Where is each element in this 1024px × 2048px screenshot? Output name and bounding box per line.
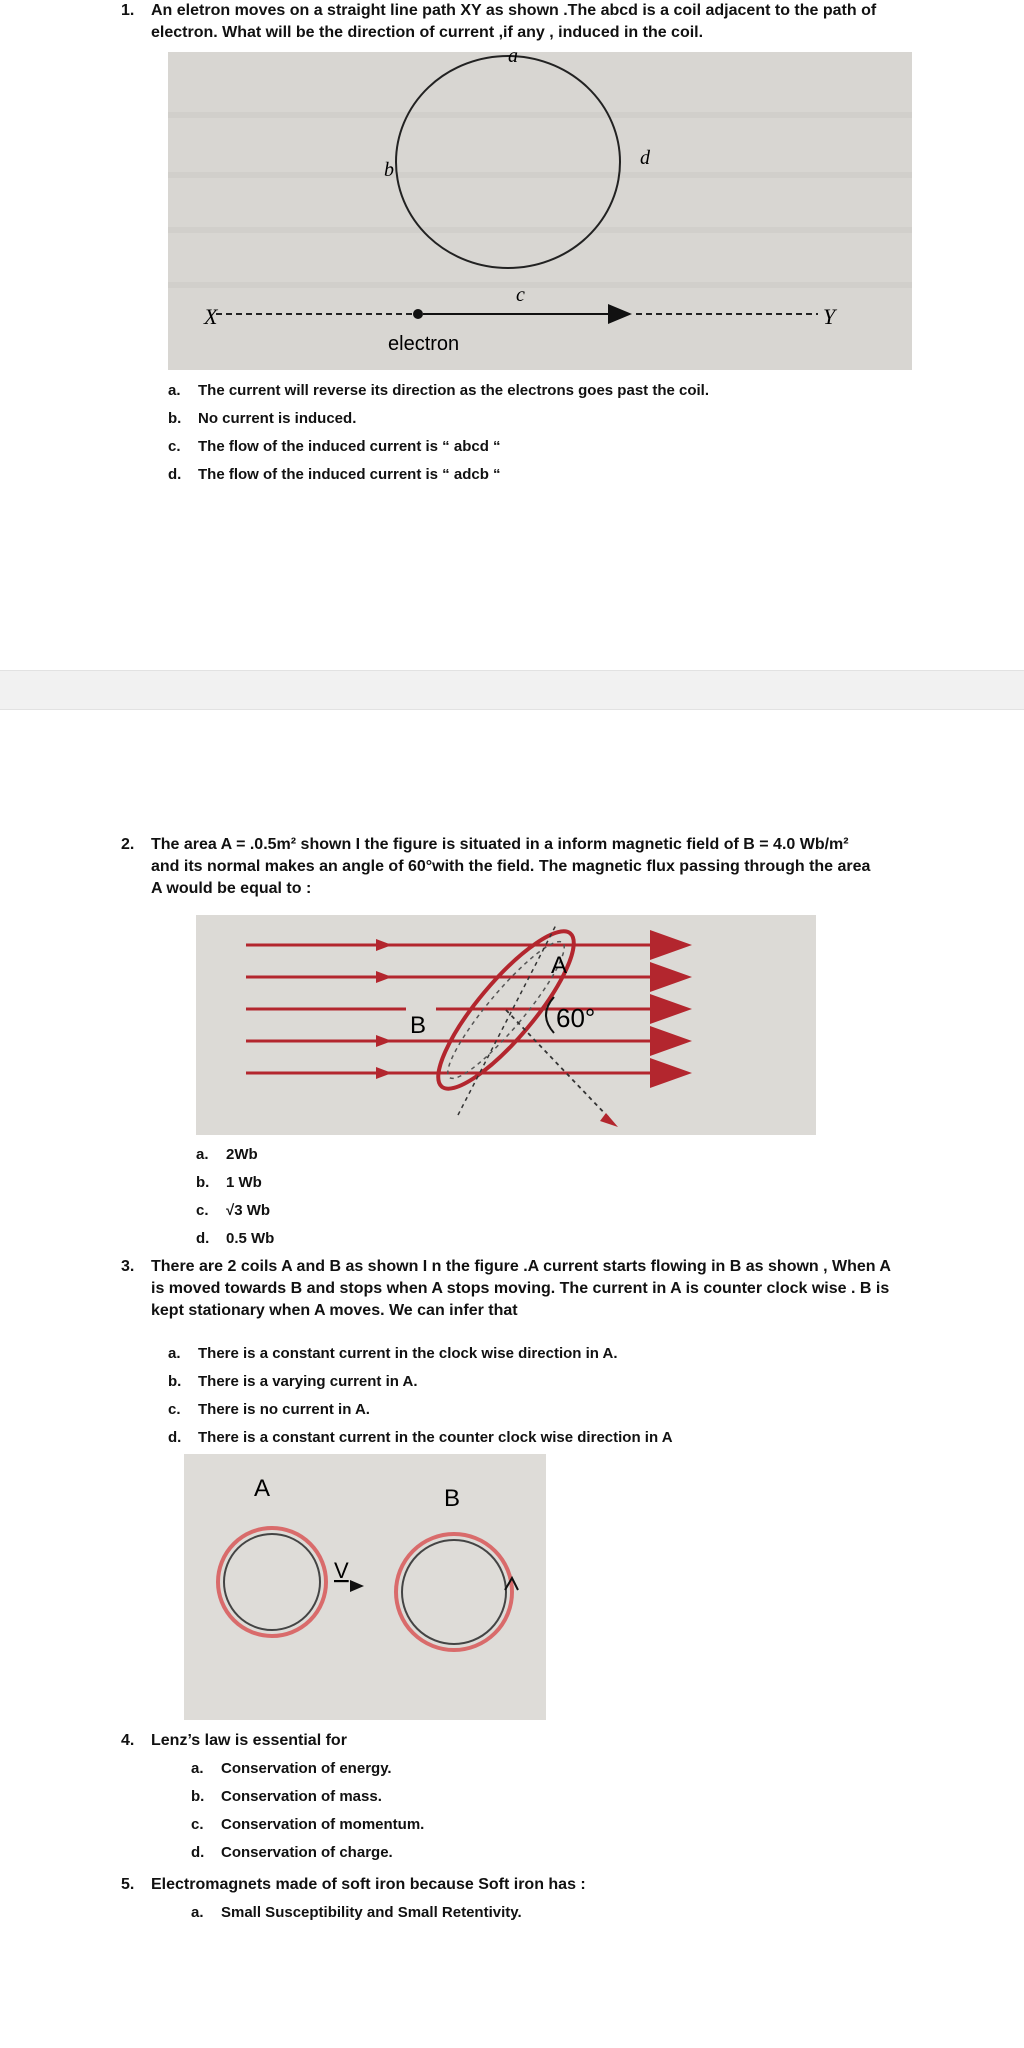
option-c[interactable]: c. The flow of the induced current is “ abcd “ — [168, 438, 501, 455]
label-angle: 60° — [556, 1003, 596, 1033]
coil-b — [402, 1540, 506, 1644]
question-4 — [121, 1730, 901, 1752]
coil-a — [224, 1534, 320, 1630]
coil-electron-diagram — [168, 52, 912, 370]
question-text: Electromagnets made of soft iron because Soft iron has : — [151, 1876, 586, 1893]
field-lines — [246, 945, 686, 1073]
label-electron: electron — [388, 333, 460, 355]
question-text: An eletron moves on a straight line path XY as shown .The abcd is a coil adjacent to the path of electron. What will be the direction of current ,if any , induced in the coil. — [151, 2, 877, 41]
label-coil-b: B — [444, 1485, 461, 1512]
flux-diagram — [196, 915, 816, 1135]
option-b[interactable]: b. 1 Wb — [196, 1174, 262, 1191]
label-y: Y — [823, 304, 836, 329]
velocity-arrow — [350, 1580, 364, 1592]
plane-trace — [458, 925, 556, 1115]
question-3-options — [168, 1340, 968, 1452]
question-text: Lenz’s law is essential for — [151, 1732, 347, 1749]
question-5-options — [191, 1899, 791, 1927]
normal-arrowhead — [600, 1113, 618, 1127]
option-c[interactable]: c. √3 Wb — [196, 1202, 271, 1219]
label-x: X — [204, 304, 218, 329]
option-a[interactable]: a. Small Susceptibility and Small Retentivity. — [191, 1904, 522, 1921]
coil-circle — [396, 56, 620, 268]
two-coils-diagram — [184, 1454, 546, 1720]
question-1-options — [168, 377, 928, 489]
option-b[interactable]: b. Conservation of mass. — [191, 1788, 382, 1805]
option-d[interactable]: d. Conservation of charge. — [191, 1844, 393, 1861]
magnetic-flux-figure — [196, 915, 816, 1135]
label-coil-a: A — [254, 1475, 271, 1502]
question-number: 2. — [121, 836, 135, 853]
question-2 — [121, 834, 881, 900]
question-number: 1. — [121, 2, 135, 19]
two-coils-figure — [184, 1454, 546, 1720]
label-field: B — [410, 1012, 427, 1039]
question-2-options — [196, 1141, 596, 1253]
coil-electron-figure — [168, 52, 912, 370]
question-text: The area A = .0.5m² shown I the figure is situated in a inform magnetic field of B = 4.0 Wb/m² and its normal makes an angle of 60°with the field. The magnetic flux passing through the area A would be equal to : — [151, 836, 871, 897]
label-velocity: V — [334, 1558, 349, 1583]
option-d[interactable]: d. The flow of the induced current is “ adcb “ — [168, 466, 501, 483]
background-text-texture — [168, 112, 912, 288]
page-separator — [0, 670, 1024, 710]
option-b[interactable]: b. No current is induced. — [168, 410, 357, 427]
coil-a-outer — [218, 1528, 326, 1636]
label-d: d — [640, 147, 650, 169]
question-number: 4. — [121, 1732, 135, 1749]
question-1 — [121, 0, 901, 44]
option-a[interactable]: a. Conservation of energy. — [191, 1760, 392, 1777]
question-4-options — [191, 1755, 791, 1867]
label-area: A — [551, 952, 568, 979]
option-c[interactable]: c. Conservation of momentum. — [191, 1816, 425, 1833]
question-5 — [121, 1874, 901, 1896]
option-a[interactable]: a. The current will reverse its direction as the electrons goes past the coil. — [168, 382, 709, 399]
option-b[interactable]: b. There is a varying current in A. — [168, 1373, 418, 1390]
option-a[interactable]: a. There is a constant current in the clock wise direction in A. — [168, 1345, 618, 1362]
question-number: 5. — [121, 1876, 135, 1893]
coil-b-outer — [396, 1534, 512, 1650]
question-3 — [121, 1256, 901, 1322]
label-c: c — [516, 284, 525, 306]
option-d[interactable]: d. There is a constant current in the counter clock wise direction in A — [168, 1429, 673, 1446]
electron-dot — [413, 309, 423, 319]
option-a[interactable]: a. 2Wb — [196, 1146, 258, 1163]
label-a: a — [508, 52, 518, 67]
question-number: 3. — [121, 1258, 135, 1275]
question-text: There are 2 coils A and B as shown I n the figure .A current starts flowing in B as shown , When A is moved towards B and stops when A stops moving. The current in A is counter clock wise . B is kept stationary when A moves. We can infer that — [151, 1258, 891, 1319]
option-d[interactable]: d. 0.5 Wb — [196, 1230, 275, 1247]
option-c[interactable]: c. There is no current in A. — [168, 1401, 370, 1418]
label-b: b — [384, 159, 394, 181]
